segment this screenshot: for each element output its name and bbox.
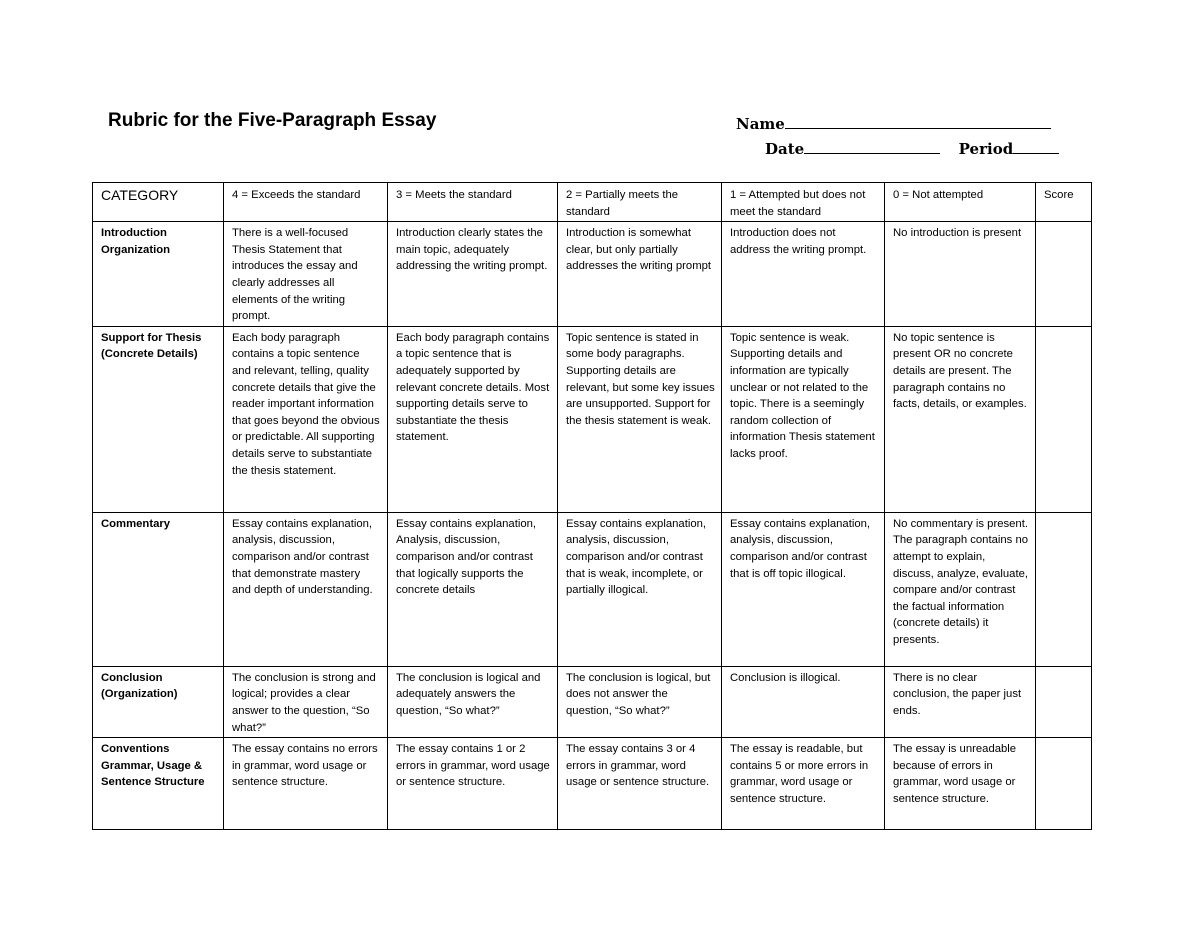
- level-4-cell: The conclusion is strong and logical; provides a clear answer to the question, “So what?”: [224, 666, 388, 737]
- category-cell: Introduction Organization: [93, 222, 224, 327]
- level-2-cell: Introduction is somewhat clear, but only partially addresses the writing prompt: [558, 222, 722, 327]
- table-row: [93, 738, 1092, 830]
- score-cell: [1036, 222, 1092, 327]
- category-cell: Support for Thesis (Concrete Details): [93, 326, 224, 512]
- level-3-cell: Essay contains explanation, Analysis, discussion, comparison and/or contrast that logically supports the concrete details: [388, 512, 558, 666]
- level-2-cell: The conclusion is logical, but does not answer the question, “So what?”: [558, 666, 722, 737]
- level-4-cell: Essay contains explanation, analysis, discussion, comparison and/or contrast that demonstrate mastery and depth of understanding.: [224, 512, 388, 666]
- level-0-cell: No introduction is present: [885, 222, 1036, 327]
- header-score: Score: [1036, 183, 1092, 222]
- table-row: [93, 326, 1092, 512]
- level-3-cell: The conclusion is logical and adequately answers the question, “So what?”: [388, 666, 558, 737]
- level-1-cell: Essay contains explanation, analysis, discussion, comparison and/or contrast that is off topic illogical.: [722, 512, 885, 666]
- level-0-cell: There is no clear conclusion, the paper just ends.: [885, 666, 1036, 737]
- table-row: [93, 666, 1092, 737]
- name-blank-line: [785, 114, 1051, 129]
- header-row: [93, 183, 1092, 222]
- category-cell: Conventions Grammar, Usage & Sentence Structure: [93, 738, 224, 830]
- header-level-3: 3 = Meets the standard: [388, 183, 558, 222]
- category-cell: Commentary: [93, 512, 224, 666]
- level-0-cell: No commentary is present. The paragraph contains no attempt to explain, discuss, analyze, evaluate, compare and/or contrast the factual information (concrete details) it presents.: [885, 512, 1036, 666]
- student-info-block: [736, 114, 1056, 158]
- score-cell: [1036, 666, 1092, 737]
- header-level-2: 2 = Partially meets the standard: [558, 183, 722, 222]
- name-row: [736, 114, 1056, 133]
- date-blank-line: [804, 139, 940, 154]
- level-2-cell: Essay contains explanation, analysis, discussion, comparison and/or contrast that is weak, incomplete, or partially illogical.: [558, 512, 722, 666]
- date-period-row: [765, 139, 1056, 158]
- level-1-cell: The essay is readable, but contains 5 or more errors in grammar, word usage or sentence structure.: [722, 738, 885, 830]
- score-cell: [1036, 738, 1092, 830]
- score-cell: [1036, 512, 1092, 666]
- level-3-cell: Each body paragraph contains a topic sentence that is adequately supported by relevant concrete details. Most supporting details serve to substantiate the thesis statement.: [388, 326, 558, 512]
- category-cell: Conclusion (Organization): [93, 666, 224, 737]
- level-3-cell: The essay contains 1 or 2 errors in grammar, word usage or sentence structure.: [388, 738, 558, 830]
- period-label: Period: [958, 140, 1014, 158]
- level-1-cell: Introduction does not address the writing prompt.: [722, 222, 885, 327]
- level-2-cell: The essay contains 3 or 4 errors in grammar, word usage or sentence structure.: [558, 738, 722, 830]
- period-blank-line: [1013, 139, 1059, 154]
- level-3-cell: Introduction clearly states the main topic, adequately addressing the writing prompt.: [388, 222, 558, 327]
- level-4-cell: Each body paragraph contains a topic sentence and relevant, telling, quality concrete details that give the reader important information that goes beyond the obvious or predictable. All supporting details serve to substantiate the thesis statement.: [224, 326, 388, 512]
- table-row: [93, 512, 1092, 666]
- score-cell: [1036, 326, 1092, 512]
- level-2-cell: Topic sentence is stated in some body paragraphs. Supporting details are relevant, but some key issues are unsupported. Support for the thesis statement is weak.: [558, 326, 722, 512]
- header-level-0: 0 = Not attempted: [885, 183, 1036, 222]
- level-4-cell: The essay contains no errors in grammar, word usage or sentence structure.: [224, 738, 388, 830]
- level-1-cell: Conclusion is illogical.: [722, 666, 885, 737]
- level-4-cell: There is a well-focused Thesis Statement that introduces the essay and clearly addresses all elements of the writing prompt.: [224, 222, 388, 327]
- document-title: Rubric for the Five-Paragraph Essay: [108, 110, 437, 131]
- rubric-table: [92, 182, 1092, 830]
- header-level-1: 1 = Attempted but does not meet the standard: [722, 183, 885, 222]
- level-0-cell: No topic sentence is present OR no concrete details are present. The paragraph contains no facts, details, or examples.: [885, 326, 1036, 512]
- table-row: [93, 222, 1092, 327]
- level-0-cell: The essay is unreadable because of errors in grammar, word usage or sentence structure.: [885, 738, 1036, 830]
- header-category: CATEGORY: [93, 183, 224, 222]
- date-label: Date: [765, 140, 805, 158]
- header-level-4: 4 = Exceeds the standard: [224, 183, 388, 222]
- name-label: Name: [736, 115, 785, 133]
- level-1-cell: Topic sentence is weak. Supporting details and information are typically unclear or not related to the topic. There is a seemingly random collection of information Thesis statement lacks proof.: [722, 326, 885, 512]
